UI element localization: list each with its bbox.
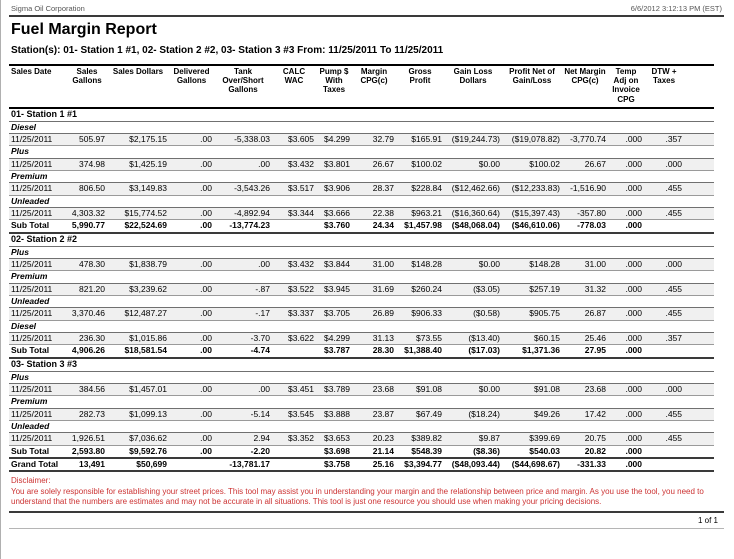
table-row-cell: -3,543.26 [214,183,272,195]
table-row-cell: $1,015.86 [107,333,169,345]
table-row [9,433,714,445]
table-row-cell: ($19,244.73) [444,133,502,145]
grand-total-row-cell: -13,781.17 [214,458,272,471]
table-row-cell: $4.299 [316,333,352,345]
table-row-cell: .00 [214,258,272,270]
table-row-cell: .00 [214,158,272,170]
table-row-cell: .455 [644,408,684,420]
table-row-cell: .00 [169,433,214,445]
table-row-cell: 23.68 [352,383,396,395]
table-row-cell: .00 [214,383,272,395]
table-row-cell: $148.28 [396,258,444,270]
table-row-cell: 11/25/2011 [9,158,67,170]
table-row-cell: 1,926.51 [67,433,107,445]
table-row-cell: 23.87 [352,408,396,420]
table-row-cell: $2,175.15 [107,133,169,145]
table-row-cell: $3.337 [272,308,316,320]
table-row-cell: 505.97 [67,133,107,145]
column-header: Sales Date [9,65,67,108]
table-row-cell: 821.20 [67,283,107,295]
subtotal-row-cell: 24.34 [352,220,396,233]
table-row-cell: -1,516.90 [562,183,608,195]
table-row-cell: $3.888 [316,408,352,420]
subtotal-row-cell: ($8.36) [444,445,502,458]
table-row-cell: 478.30 [67,258,107,270]
table-row-cell: ($13.40) [444,333,502,345]
table-row-cell: .000 [608,208,644,220]
grand-total-row-cell: Grand Total [9,458,67,471]
grand-total-row-cell [644,458,684,471]
report-topbar [9,3,724,15]
table-row-cell: $165.91 [396,133,444,145]
fuel-type-label [9,271,714,283]
table-row-cell: $905.75 [502,308,562,320]
fuel-type-label [9,320,714,332]
page-number: 1 of 1 [697,516,718,526]
table-row-cell: $0.00 [444,158,502,170]
table-row-cell: $148.28 [502,258,562,270]
column-header: Temp Adj on Invoice CPG [608,65,644,108]
subtotal-row-cell: $3.787 [316,345,352,358]
subtotal-row-cell: .00 [169,445,214,458]
table-row [9,158,714,170]
fuel-type-label-label: Unleaded [9,420,714,432]
table-row-cell: -.87 [214,283,272,295]
table-row-cell: 28.37 [352,183,396,195]
table-row-cell: .000 [644,258,684,270]
column-header: DTW + Taxes [644,65,684,108]
table-row-cell: 806.50 [67,183,107,195]
table-row-cell: $1,099.13 [107,408,169,420]
subtotal-row [9,345,714,358]
table-row-cell: $963.21 [396,208,444,220]
fuel-type-label-label: Unleaded [9,296,714,308]
subtotal-row-cell: .00 [169,220,214,233]
table-row-cell: $3.801 [316,158,352,170]
table-row-cell: $3.653 [316,433,352,445]
table-row-cell: 3,370.46 [67,308,107,320]
table-row-cell: .00 [169,383,214,395]
table-row-cell: 11/25/2011 [9,433,67,445]
table-row [9,258,714,270]
table-row-cell: ($12,233.83) [502,183,562,195]
subtotal-row-cell: ($48,068.04) [444,220,502,233]
table-row-cell: .000 [644,158,684,170]
table-row-cell: $3.517 [272,183,316,195]
column-header: Gain Loss Dollars [444,65,502,108]
table-row-cell: .455 [644,308,684,320]
column-header-spacer [684,65,714,108]
grand-total-row-cell: ($44,698.67) [502,458,562,471]
table-row-cell: .00 [169,158,214,170]
table-row-cell: 11/25/2011 [9,133,67,145]
table-row-cell: $0.00 [444,258,502,270]
table-row-cell: .357 [644,333,684,345]
subtotal-row-spacer [684,220,714,233]
subtotal-row-cell: 27.95 [562,345,608,358]
table-row-cell: .00 [169,333,214,345]
subtotal-row-cell [272,445,316,458]
subtotal-row-cell: -4.74 [214,345,272,358]
top-rule [9,15,724,17]
table-row-spacer [684,158,714,170]
table-row-cell: 26.67 [562,158,608,170]
subtotal-row-cell: $22,524.69 [107,220,169,233]
subtotal-row [9,445,714,458]
table-row [9,208,714,220]
table-row-cell: 11/25/2011 [9,208,67,220]
subtotal-row-cell [272,345,316,358]
table-row-cell: $49.26 [502,408,562,420]
table-row-cell: ($12,462.66) [444,183,502,195]
table-row-cell: .357 [644,133,684,145]
subtotal-row-cell: 28.30 [352,345,396,358]
fuel-type-label-label: Plus [9,371,714,383]
subtotal-row-cell: 21.14 [352,445,396,458]
table-header [9,65,714,108]
table-row-cell: $1,838.79 [107,258,169,270]
column-header: Sales Gallons [67,65,107,108]
grand-total-row-cell: ($48,093.44) [444,458,502,471]
table-row-cell: .455 [644,283,684,295]
subtotal-row-cell: $548.39 [396,445,444,458]
header-row [9,65,714,108]
table-row-cell: $3.522 [272,283,316,295]
subtotal-row-cell: $1,371.36 [502,345,562,358]
table-row-cell: $3.432 [272,258,316,270]
subtotal-row-cell: Sub Total [9,445,67,458]
subtotal-row-cell: .000 [608,445,644,458]
table-row-cell: $3.789 [316,383,352,395]
column-header: Net Margin CPG(c) [562,65,608,108]
column-header: Gross Profit [396,65,444,108]
column-header: Sales Dollars [107,65,169,108]
table-row-cell: 4,303.32 [67,208,107,220]
table-row-cell: 11/25/2011 [9,383,67,395]
subtotal-row-cell [644,220,684,233]
table-row-cell: $9.87 [444,433,502,445]
table-row-cell: .000 [608,333,644,345]
table-row [9,133,714,145]
table-row-cell: $3,239.62 [107,283,169,295]
table-row-cell: 11/25/2011 [9,283,67,295]
table-row-cell: $260.24 [396,283,444,295]
table-row-cell: 236.30 [67,333,107,345]
table-row-cell: .000 [608,308,644,320]
table-row-cell: 23.68 [562,383,608,395]
column-header: Delivered Gallons [169,65,214,108]
disclaimer [11,476,722,507]
subtotal-row-cell: ($17.03) [444,345,502,358]
fuel-type-label [9,296,714,308]
table-row-cell: .00 [169,133,214,145]
company-name: Sigma Oil Corporation [11,4,85,13]
table-row-cell: 22.38 [352,208,396,220]
grand-total-row-cell: $3,394.77 [396,458,444,471]
station-section-title-label: 01- Station 1 #1 [9,108,714,121]
fuel-type-label-label: Premium [9,171,714,183]
table-row-cell: 32.79 [352,133,396,145]
subtotal-row-cell: .000 [608,220,644,233]
table-row-cell: 26.67 [352,158,396,170]
grand-total-row [9,458,714,471]
station-section-title-label: 03- Station 3 #3 [9,358,714,371]
table-row-cell: $3.622 [272,333,316,345]
table-row-spacer [684,383,714,395]
table-row-cell: .000 [608,133,644,145]
fuel-type-label-label: Premium [9,271,714,283]
subtotal-row-cell: .000 [608,345,644,358]
fuel-type-label [9,146,714,158]
subtotal-row-cell: 2,593.80 [67,445,107,458]
fuel-type-label-label: Premium [9,396,714,408]
subtotal-row-cell: $540.03 [502,445,562,458]
table-row-cell: $0.00 [444,383,502,395]
table-row-cell: -3,770.74 [562,133,608,145]
grand-total-row-cell [169,458,214,471]
grand-total-row-cell: $3.758 [316,458,352,471]
table-row-cell: $60.15 [502,333,562,345]
table-row-cell: .000 [608,183,644,195]
table-row-cell: 20.23 [352,433,396,445]
table-row [9,183,714,195]
table-row-cell: $257.19 [502,283,562,295]
grand-total-row-cell: 25.16 [352,458,396,471]
table-row-spacer [684,133,714,145]
subtotal-row-cell: $3.760 [316,220,352,233]
column-header: Tank Over/Short Gallons [214,65,272,108]
table-row-cell: -.17 [214,308,272,320]
table-row-cell: .000 [608,408,644,420]
fuel-type-label [9,371,714,383]
table-row [9,383,714,395]
table-row-cell: 31.00 [562,258,608,270]
table-row-cell: ($3.05) [444,283,502,295]
table-row-cell: $3.906 [316,183,352,195]
fuel-type-label [9,195,714,207]
subtotal-row-cell [644,445,684,458]
subtotal-row-cell: $3.698 [316,445,352,458]
table-row-cell: $3.344 [272,208,316,220]
table-row-cell: $3.844 [316,258,352,270]
subtotal-row-cell: $1,457.98 [396,220,444,233]
fuel-margin-table [9,64,714,472]
table-row-cell: $91.08 [396,383,444,395]
table-row-cell: .000 [608,283,644,295]
table-row-cell: .00 [169,183,214,195]
table-row-cell: ($0.58) [444,308,502,320]
table-row-spacer [684,408,714,420]
subtotal-row-cell [272,220,316,233]
table-row-cell: $3.451 [272,383,316,395]
subtotal-row-cell: -2.20 [214,445,272,458]
table-row-cell: ($15,397.43) [502,208,562,220]
table-row-cell: 11/25/2011 [9,308,67,320]
table-row-spacer [684,258,714,270]
table-row-cell: .00 [169,308,214,320]
fuel-type-label-label: Plus [9,146,714,158]
disclaimer-label: Disclaimer: [11,476,51,486]
fuel-type-label-label: Diesel [9,320,714,332]
grand-total-row-cell: $50,699 [107,458,169,471]
table-row-cell: $3.352 [272,433,316,445]
table-row-cell: .00 [169,258,214,270]
subtotal-row-cell: $1,388.40 [396,345,444,358]
table-row-cell: ($18.24) [444,408,502,420]
table-row [9,308,714,320]
table-row-cell: $3.666 [316,208,352,220]
table-row-spacer [684,433,714,445]
fuel-type-label-label: Unleaded [9,195,714,207]
table-row-cell: 11/25/2011 [9,408,67,420]
table-row-cell: 2.94 [214,433,272,445]
station-section-title-label: 02- Station 2 #2 [9,233,714,246]
fuel-type-label-label: Diesel [9,121,714,133]
table-row-cell: .000 [644,383,684,395]
table-row-cell: 31.00 [352,258,396,270]
table-row-cell: .000 [608,258,644,270]
table-row-cell: $1,457.01 [107,383,169,395]
subtotal-row-spacer [684,445,714,458]
subtotal-row-cell: .00 [169,345,214,358]
table-row-cell: $100.02 [396,158,444,170]
table-row-cell: 384.56 [67,383,107,395]
grand-total-row-cell: -331.33 [562,458,608,471]
table-row-cell: 17.42 [562,408,608,420]
table-row-cell: $3.545 [272,408,316,420]
table-row-spacer [684,333,714,345]
table-row-cell: $67.49 [396,408,444,420]
station-section-title [9,233,714,246]
table-row-cell: -357.80 [562,208,608,220]
table-row-cell: $73.55 [396,333,444,345]
subtotal-row-cell: Sub Total [9,345,67,358]
table-row-cell: 31.69 [352,283,396,295]
subtotal-row [9,220,714,233]
report-timestamp: 6/6/2012 3:12:13 PM (EST) [630,4,722,13]
table-row-cell: .00 [169,208,214,220]
grand-total-row-cell: 13,491 [67,458,107,471]
table-row-cell: $12,487.27 [107,308,169,320]
table-row-cell: $399.69 [502,433,562,445]
bottom-rule [9,528,724,529]
table-row-cell: $3.705 [316,308,352,320]
table-row-cell: -5,338.03 [214,133,272,145]
table-row-spacer [684,208,714,220]
table-row-cell: -5.14 [214,408,272,420]
table-row-cell: $3,149.83 [107,183,169,195]
table-row-spacer [684,183,714,195]
table-row-cell: $906.33 [396,308,444,320]
subtotal-row-cell: 20.82 [562,445,608,458]
table-row-cell: $228.84 [396,183,444,195]
table-row-cell: 282.73 [67,408,107,420]
fuel-type-label [9,396,714,408]
table-row-cell: 26.87 [562,308,608,320]
fuel-type-label [9,420,714,432]
column-header: Profit Net of Gain/Loss [502,65,562,108]
column-header: Pump $ With Taxes [316,65,352,108]
page-title: Fuel Margin Report [11,21,157,38]
table-row-cell: 11/25/2011 [9,333,67,345]
table-row [9,333,714,345]
table-row-cell: $91.08 [502,383,562,395]
table-row-cell: .455 [644,183,684,195]
subtotal-row-spacer [684,345,714,358]
station-section-title [9,108,714,121]
table-row-cell: $3.605 [272,133,316,145]
table-row-cell: $4.299 [316,133,352,145]
subtotal-row-cell: ($46,610.06) [502,220,562,233]
column-header: Margin CPG(c) [352,65,396,108]
table-row-cell: 26.89 [352,308,396,320]
table-row-cell: $15,774.52 [107,208,169,220]
disclaimer-text: You are solely responsible for establishing your street prices. This tool may assist you in understanding your margin and the relationship between price and margin. As you use the tool, you need to understand that the numbers are estimates and may not be accurate in all situations. This tool is just one resource you should use when making your pricing decisions. [11,487,704,507]
table-row-cell: 11/25/2011 [9,183,67,195]
column-header: CALC WAC [272,65,316,108]
report-subtitle: Station(s): 01- Station 1 #1, 02- Station 2 #2, 03- Station 3 #3 From: 11/25/2011 To 11/25/2011 [11,45,444,56]
grand-total-row-spacer [684,458,714,471]
fuel-type-label [9,246,714,258]
table-row-cell: $389.82 [396,433,444,445]
table-row-cell: .000 [608,433,644,445]
table-row-cell: $3.945 [316,283,352,295]
table-row-cell: $7,036.62 [107,433,169,445]
table-row-cell: 31.13 [352,333,396,345]
table-row [9,283,714,295]
table-row [9,408,714,420]
table-row-spacer [684,308,714,320]
table-row-spacer [684,283,714,295]
table-row-cell: $3.432 [272,158,316,170]
fuel-type-label-label: Plus [9,246,714,258]
table-row-cell: 25.46 [562,333,608,345]
table-row-cell: .455 [644,208,684,220]
grand-total-row-cell: .000 [608,458,644,471]
fuel-type-label [9,121,714,133]
subtotal-row-cell: 4,906.26 [67,345,107,358]
table-row-cell: $100.02 [502,158,562,170]
table-row-cell: .000 [608,383,644,395]
subtotal-row-cell [644,345,684,358]
grand-total-row-cell [272,458,316,471]
table-row-cell: -3.70 [214,333,272,345]
table-row-cell: .00 [169,408,214,420]
subtotal-row-cell: $9,592.76 [107,445,169,458]
table-row-cell: 31.32 [562,283,608,295]
table-body [9,108,714,472]
table-row-cell: ($19,078.82) [502,133,562,145]
subtotal-row-cell: 5,990.77 [67,220,107,233]
station-section-title [9,358,714,371]
table-row-cell: .00 [169,283,214,295]
fuel-type-label [9,171,714,183]
table-row-cell: 11/25/2011 [9,258,67,270]
subtotal-row-cell: -778.03 [562,220,608,233]
subtotal-row-cell: -13,774.23 [214,220,272,233]
subtotal-row-cell: $18,581.54 [107,345,169,358]
table-row-cell: 20.75 [562,433,608,445]
table-row-cell: .000 [608,158,644,170]
table-row-cell: $1,425.19 [107,158,169,170]
table-row-cell: ($16,360.64) [444,208,502,220]
table-row-cell: -4,892.94 [214,208,272,220]
table-row-cell: .455 [644,433,684,445]
table-row-cell: 374.98 [67,158,107,170]
subtotal-row-cell: Sub Total [9,220,67,233]
